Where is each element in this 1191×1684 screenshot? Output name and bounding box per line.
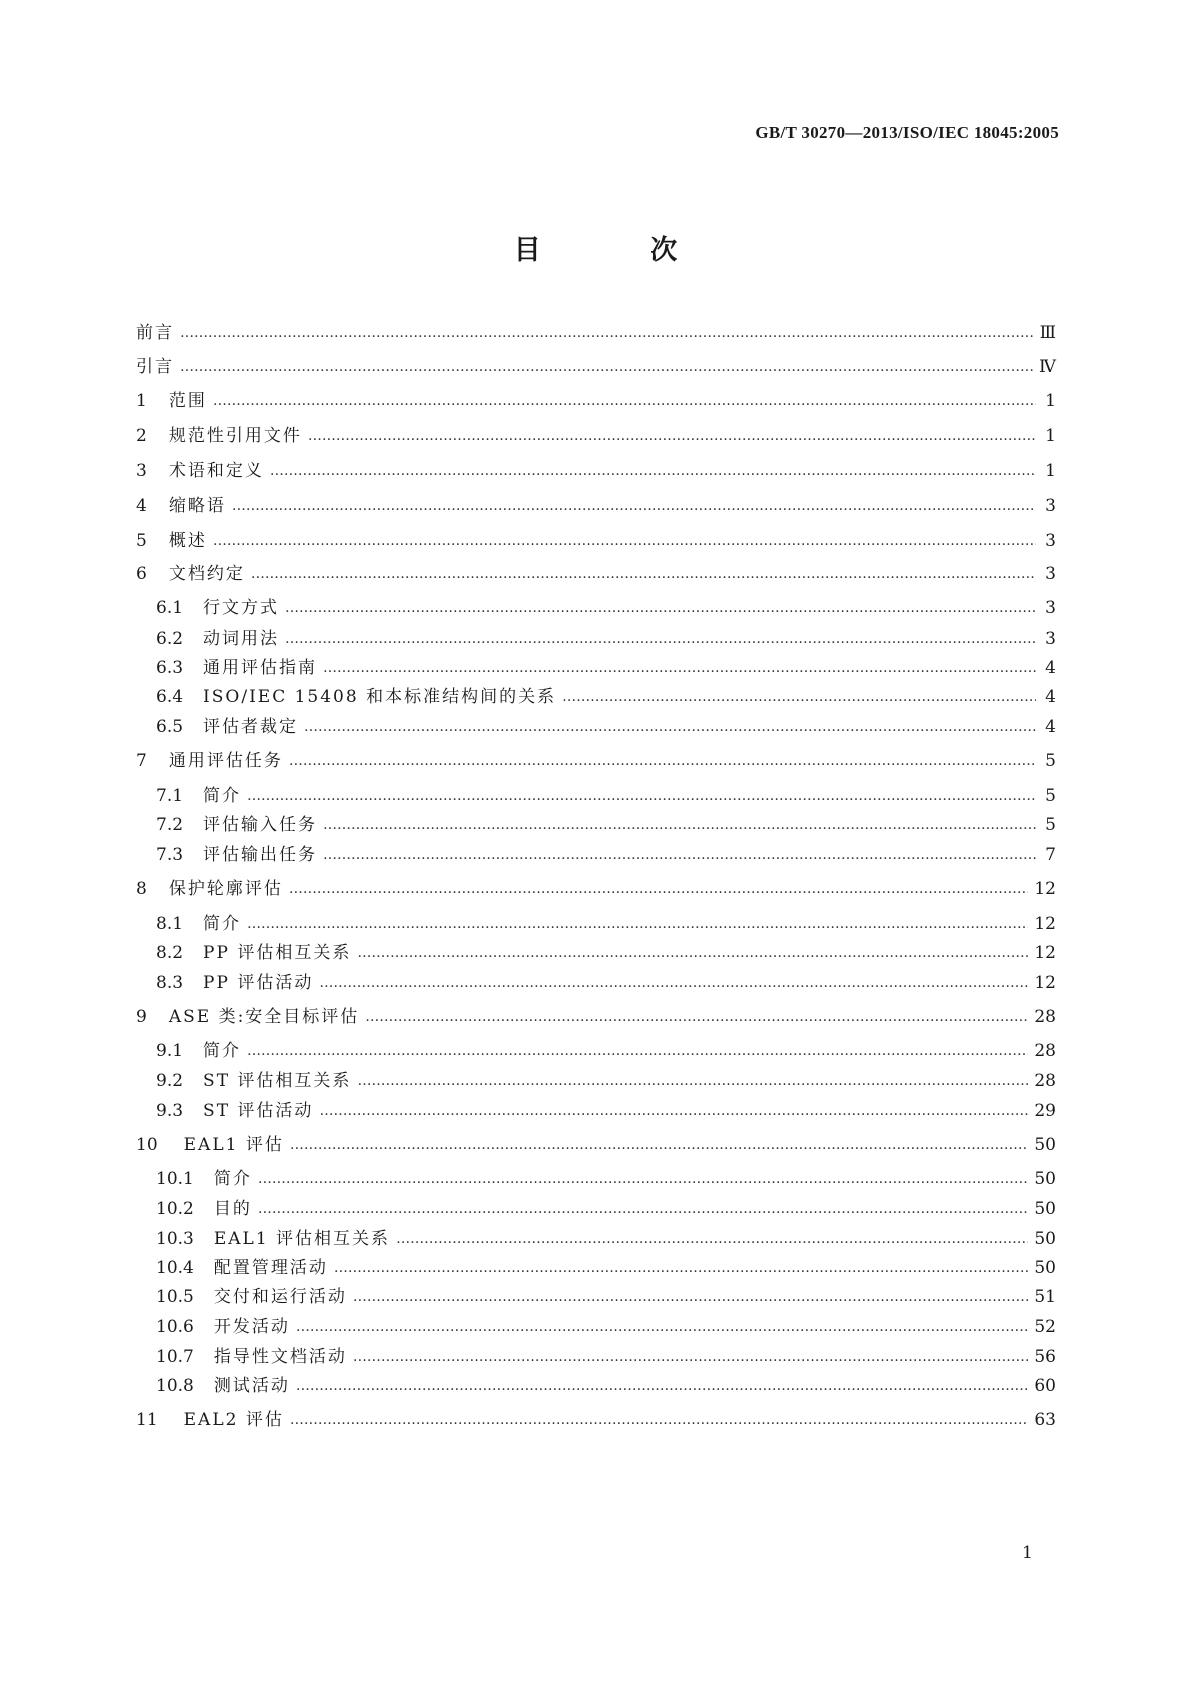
toc-dot-leader: [296, 1315, 1029, 1339]
toc-entry-page: 50: [1034, 1258, 1056, 1278]
toc-dot-leader: [289, 877, 1029, 901]
toc-entry[interactable]: [156, 1227, 1056, 1251]
toc-dot-leader: [562, 685, 1036, 709]
toc-entry-page: 5: [1045, 786, 1056, 806]
toc-entry-title: 前言: [136, 323, 174, 343]
toc-entry-number: 9.3: [156, 1101, 184, 1121]
toc-entry-number: 7.1: [156, 786, 184, 806]
toc-dot-leader: [319, 1099, 1028, 1123]
toc-entry-title: 配置管理活动: [213, 1258, 328, 1278]
toc-entry[interactable]: [156, 1167, 1056, 1191]
toc-entry-number: 10.6: [156, 1317, 194, 1337]
toc-entry-title: 通用评估任务: [168, 751, 283, 771]
toc-entry[interactable]: [156, 1099, 1056, 1123]
toc-entry-page: 12: [1034, 914, 1056, 934]
toc-entry-number: 11: [136, 1410, 158, 1430]
toc-dot-leader: [258, 1197, 1029, 1221]
toc-entry-number: 8.3: [156, 973, 184, 993]
toc-entry[interactable]: [136, 877, 1056, 901]
toc-entry[interactable]: [156, 971, 1056, 995]
toc-entry-title: 评估输入任务: [203, 815, 318, 835]
toc-entry[interactable]: [136, 355, 1056, 379]
toc-dot-leader: [353, 1285, 1029, 1309]
toc-dot-leader: [296, 1374, 1029, 1398]
toc-entry[interactable]: [136, 562, 1056, 586]
toc-entry-page: 3: [1045, 531, 1056, 551]
toc-entry-page: 3: [1045, 598, 1056, 618]
toc-entry[interactable]: [136, 1133, 1056, 1157]
toc-entry-number: 10.4: [156, 1258, 194, 1278]
toc-dot-leader: [353, 1345, 1029, 1369]
toc-entry-title: 交付和运行活动: [213, 1287, 347, 1307]
toc-entry-number: 10.5: [156, 1287, 194, 1307]
toc-dot-leader: [180, 321, 1034, 345]
toc-entry[interactable]: [156, 1069, 1056, 1093]
toc-entry-title: 简介: [203, 914, 242, 934]
toc-entry[interactable]: [156, 1285, 1056, 1309]
toc-entry-page: Ⅲ: [1039, 323, 1056, 343]
toc-dot-leader: [365, 1005, 1028, 1029]
toc-entry-page: 28: [1034, 1071, 1056, 1091]
toc-entry-page: 28: [1034, 1041, 1056, 1061]
toc-entry-title: 目的: [213, 1199, 252, 1219]
toc-entry-number: 2: [136, 426, 147, 446]
page-number: 1: [1022, 1543, 1033, 1563]
toc-entry-page: 12: [1034, 973, 1056, 993]
toc-entry-number: 10.8: [156, 1376, 194, 1396]
toc-entry-number: 10.3: [156, 1229, 194, 1249]
toc-entry-title: 评估者裁定: [203, 717, 299, 737]
toc-entry-page: 50: [1034, 1135, 1056, 1155]
toc-entry-title: 简介: [203, 1041, 242, 1061]
toc-dot-leader: [270, 459, 1036, 483]
toc-entry-title: 测试活动: [213, 1376, 290, 1396]
toc-entry-title: 简介: [213, 1169, 252, 1189]
toc-entry-number: 10.7: [156, 1347, 194, 1367]
toc-entry[interactable]: [156, 912, 1056, 936]
toc-dot-leader: [357, 941, 1028, 965]
toc-dot-leader: [323, 813, 1036, 837]
toc-entry-page: 4: [1045, 717, 1056, 737]
table-of-contents: [0, 318, 1191, 1548]
toc-entry[interactable]: [156, 627, 1056, 651]
toc-entry[interactable]: [156, 941, 1056, 965]
toc-dot-leader: [180, 355, 1033, 379]
toc-entry-title: 保护轮廓评估: [168, 879, 283, 899]
toc-entry-page: 3: [1045, 629, 1056, 649]
toc-dot-leader: [357, 1069, 1028, 1093]
toc-entry[interactable]: [136, 459, 1056, 483]
toc-dot-leader: [289, 749, 1036, 773]
toc-entry-number: 7.2: [156, 815, 184, 835]
toc-entry[interactable]: [136, 389, 1056, 413]
toc-dot-leader: [304, 715, 1036, 739]
toc-dot-leader: [285, 596, 1036, 620]
toc-entry-title: PP 评估活动: [203, 973, 314, 993]
toc-entry[interactable]: [156, 784, 1056, 808]
toc-dot-leader: [247, 912, 1028, 936]
toc-entry-title: ST 评估活动: [203, 1101, 314, 1121]
toc-dot-leader: [285, 627, 1036, 651]
toc-entry-title: 动词用法: [203, 629, 280, 649]
toc-entry-title: EAL2 评估: [183, 1410, 284, 1430]
toc-entry-page: 29: [1034, 1101, 1056, 1121]
toc-entry-title: 范围: [168, 391, 207, 411]
toc-dot-leader: [334, 1256, 1029, 1280]
toc-entry-page: 1: [1045, 461, 1056, 481]
toc-entry-number: 10: [136, 1135, 158, 1155]
toc-dot-leader: [308, 424, 1036, 448]
toc-entry-page: 3: [1045, 496, 1056, 516]
toc-entry-page: 4: [1045, 687, 1056, 707]
toc-entry[interactable]: [136, 321, 1056, 345]
toc-entry-number: 4: [136, 496, 147, 516]
toc-entry-page: Ⅳ: [1039, 357, 1056, 377]
toc-dot-leader: [232, 494, 1036, 518]
toc-entry-page: 12: [1034, 943, 1056, 963]
toc-entry[interactable]: [136, 529, 1056, 553]
toc-entry-title: 文档约定: [168, 564, 245, 584]
toc-entry[interactable]: [156, 1315, 1056, 1339]
toc-entry-title: ASE 类:安全目标评估: [168, 1007, 360, 1027]
toc-entry-number: 9.1: [156, 1041, 184, 1061]
toc-entry-page: 56: [1034, 1347, 1056, 1367]
toc-entry-number: 6: [136, 564, 147, 584]
toc-entry-number: 6.4: [156, 687, 184, 707]
toc-entry-page: 3: [1045, 564, 1056, 584]
toc-dot-leader: [213, 389, 1036, 413]
toc-entry-page: 1: [1045, 426, 1056, 446]
toc-entry-title: 开发活动: [213, 1317, 290, 1337]
toc-entry-number: 1: [136, 391, 147, 411]
toc-entry[interactable]: [156, 685, 1056, 709]
toc-entry-page: 50: [1034, 1169, 1056, 1189]
toc-entry-number: 6.3: [156, 658, 184, 678]
toc-entry-title: 引言: [136, 357, 174, 377]
toc-entry-page: 51: [1034, 1287, 1056, 1307]
toc-entry-title: 缩略语: [168, 496, 226, 516]
toc-entry-title: 术语和定义: [168, 461, 264, 481]
toc-entry[interactable]: [156, 596, 1056, 620]
toc-entry-title: PP 评估相互关系: [203, 943, 352, 963]
toc-entry-number: 8.2: [156, 943, 184, 963]
toc-entry-number: 10.2: [156, 1199, 194, 1219]
toc-dot-leader: [258, 1167, 1029, 1191]
toc-dot-leader: [290, 1133, 1029, 1157]
toc-entry-number: 3: [136, 461, 147, 481]
toc-entry-page: 60: [1034, 1376, 1056, 1396]
toc-entry[interactable]: [156, 656, 1056, 680]
toc-entry[interactable]: [136, 424, 1056, 448]
toc-entry-page: 5: [1045, 751, 1056, 771]
toc-entry-number: 7.3: [156, 845, 184, 865]
toc-dot-leader: [323, 843, 1036, 867]
toc-entry[interactable]: [156, 715, 1056, 739]
toc-dot-leader: [247, 784, 1036, 808]
toc-dot-leader: [213, 529, 1036, 553]
toc-dot-leader: [290, 1408, 1029, 1432]
toc-entry-number: 8.1: [156, 914, 184, 934]
toc-entry-title: 概述: [168, 531, 207, 551]
toc-entry-title: 评估输出任务: [203, 845, 318, 865]
toc-dot-leader: [251, 562, 1036, 586]
toc-dot-leader: [319, 971, 1028, 995]
toc-entry-page: 52: [1034, 1317, 1056, 1337]
toc-entry-title: ST 评估相互关系: [203, 1071, 352, 1091]
toc-entry[interactable]: [156, 1256, 1056, 1280]
toc-entry-page: 4: [1045, 658, 1056, 678]
toc-entry-page: 50: [1034, 1199, 1056, 1219]
toc-entry-title: 通用评估指南: [203, 658, 318, 678]
standard-code: GB/T 30270—2013/ISO/IEC 18045:2005: [755, 123, 1059, 142]
toc-entry[interactable]: [136, 1005, 1056, 1029]
toc-entry[interactable]: [136, 749, 1056, 773]
page-title: 目 次: [513, 235, 728, 266]
toc-entry-page: 5: [1045, 815, 1056, 835]
toc-entry-number: 7: [136, 751, 147, 771]
toc-dot-leader: [247, 1039, 1028, 1063]
toc-entry-page: 28: [1034, 1007, 1056, 1027]
toc-entry-title: 规范性引用文件: [168, 426, 302, 446]
toc-entry-page: 12: [1034, 879, 1056, 899]
toc-entry-number: 9.2: [156, 1071, 184, 1091]
toc-dot-leader: [396, 1227, 1028, 1251]
toc-entry[interactable]: [156, 1039, 1056, 1063]
toc-dot-leader: [323, 656, 1036, 680]
toc-entry-number: 6.1: [156, 598, 184, 618]
toc-entry[interactable]: [136, 1408, 1056, 1432]
toc-entry-page: 1: [1045, 391, 1056, 411]
toc-entry-title: EAL1 评估相互关系: [213, 1229, 391, 1249]
toc-entry-number: 10.1: [156, 1169, 194, 1189]
toc-entry-title: 行文方式: [203, 598, 280, 618]
toc-entry-number: 6.2: [156, 629, 184, 649]
toc-entry-title: EAL1 评估: [183, 1135, 284, 1155]
toc-entry[interactable]: [156, 1374, 1056, 1398]
toc-entry-title: 指导性文档活动: [213, 1347, 347, 1367]
toc-entry-page: 7: [1045, 845, 1056, 865]
toc-entry-number: 8: [136, 879, 147, 899]
toc-entry-title: ISO/IEC 15408 和本标准结构间的关系: [203, 687, 557, 707]
toc-entry-number: 5: [136, 531, 147, 551]
toc-entry-title: 简介: [203, 786, 242, 806]
toc-entry[interactable]: [156, 1345, 1056, 1369]
toc-entry[interactable]: [136, 494, 1056, 518]
toc-entry-page: 50: [1034, 1229, 1056, 1249]
toc-entry[interactable]: [156, 1197, 1056, 1221]
toc-entry-number: 6.5: [156, 717, 184, 737]
toc-entry-page: 63: [1034, 1410, 1056, 1430]
toc-entry[interactable]: [156, 843, 1056, 867]
toc-entry[interactable]: [156, 813, 1056, 837]
toc-entry-number: 9: [136, 1007, 147, 1027]
